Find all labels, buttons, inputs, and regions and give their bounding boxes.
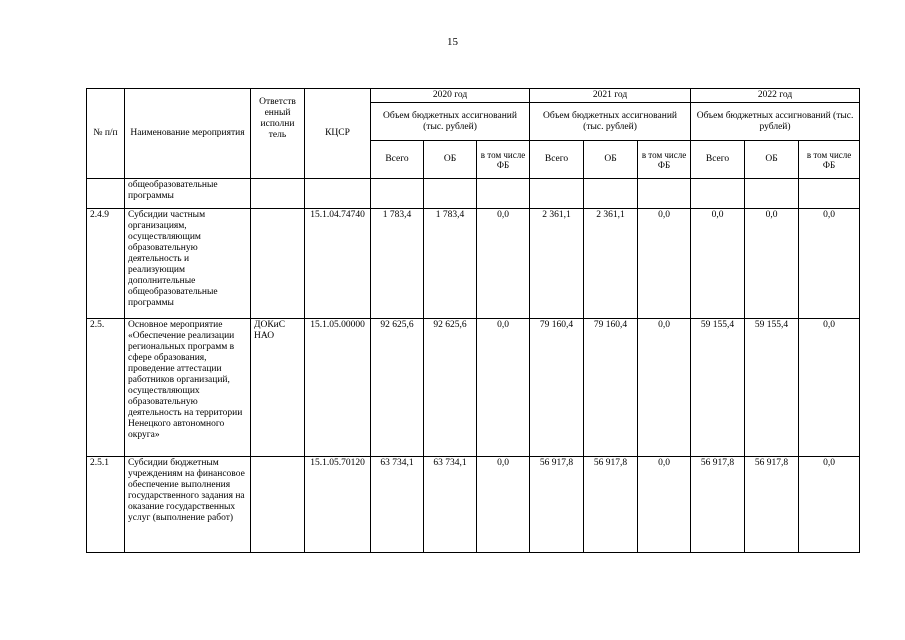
cell-ob-2021: 79 160,4: [584, 319, 638, 457]
cell-fb-2020: 0,0: [477, 319, 530, 457]
header-volume-2020: Объем бюджетных ассигнований (тыс. рублей): [371, 103, 530, 141]
cell-total-2022: [691, 179, 745, 209]
header-total-2021: Всего: [530, 141, 584, 179]
table-row: [87, 319, 860, 457]
header-ob-2020: ОБ: [424, 141, 477, 179]
header-ob-2021: ОБ: [584, 141, 638, 179]
cell-ob-2022: 59 155,4: [745, 319, 799, 457]
cell-fb-2020: [477, 179, 530, 209]
row-resp: [251, 209, 305, 319]
cell-total-2021: 2 361,1: [530, 209, 584, 319]
cell-fb-2022: 0,0: [799, 319, 860, 457]
cell-ob-2021: [584, 179, 638, 209]
cell-ob-2022: [745, 179, 799, 209]
cell-total-2021: 79 160,4: [530, 319, 584, 457]
cell-fb-2022: 0,0: [799, 457, 860, 553]
header-year-2020: 2020 год: [371, 89, 530, 103]
header-volume-2022: Объем бюджетных ассигнований (тыс. рублей): [691, 103, 860, 141]
row-resp: ДОКиС НАО: [251, 319, 305, 457]
header-resp: Ответств енный исполни тель: [251, 89, 305, 179]
cell-fb-2022: 0,0: [799, 209, 860, 319]
header-fb-2020: в том числе ФБ: [477, 141, 530, 179]
row-name: общеобразовательные программы: [125, 179, 251, 209]
cell-ob-2022: 56 917,8: [745, 457, 799, 553]
cell-total-2022: 56 917,8: [691, 457, 745, 553]
row-resp: [251, 457, 305, 553]
cell-fb-2021: 0,0: [638, 319, 691, 457]
header-volume-2021: Объем бюджетных ассигнований (тыс. рублей): [530, 103, 691, 141]
row-name: Субсидии частным организациям, осуществляющим образовательную деятельность и реализующим дополнительные общеобразовательные программы: [125, 209, 251, 319]
header-num: № п/п: [87, 89, 125, 179]
row-resp: [251, 179, 305, 209]
cell-fb-2020: 0,0: [477, 457, 530, 553]
table-row: [87, 457, 860, 553]
row-kcsr: [305, 179, 371, 209]
header-year-2021: 2021 год: [530, 89, 691, 103]
row-name: Субсидии бюджетным учреждениям на финансовое обеспечение выполнения государственного задания на оказание государственных услуг (выполнение работ): [125, 457, 251, 553]
table-header: [87, 89, 860, 179]
row-name: Основное мероприятие «Обеспечение реализации региональных программ в сфере образования, проведение аттестации работников организаций, осуществляющих образовательную деятельность на территории Ненецкого автономного округа»: [125, 319, 251, 457]
header-ob-2022: ОБ: [745, 141, 799, 179]
cell-total-2022: 59 155,4: [691, 319, 745, 457]
row-kcsr: 15.1.05.70120: [305, 457, 371, 553]
page-number: 15: [447, 36, 458, 48]
table-row: [87, 209, 860, 319]
cell-fb-2022: [799, 179, 860, 209]
cell-total-2020: 63 734,1: [371, 457, 424, 553]
cell-total-2020: 92 625,6: [371, 319, 424, 457]
cell-total-2022: 0,0: [691, 209, 745, 319]
cell-fb-2021: [638, 179, 691, 209]
header-year-2022: 2022 год: [691, 89, 860, 103]
row-num: [87, 179, 125, 209]
table-body: [87, 179, 860, 553]
table-row: [87, 179, 860, 209]
row-kcsr: 15.1.04.74740: [305, 209, 371, 319]
header-total-2022: Всего: [691, 141, 745, 179]
cell-ob-2020: 63 734,1: [424, 457, 477, 553]
header-name: Наименование мероприятия: [125, 89, 251, 179]
cell-ob-2020: 1 783,4: [424, 209, 477, 319]
header-total-2020: Всего: [371, 141, 424, 179]
cell-total-2020: 1 783,4: [371, 209, 424, 319]
cell-fb-2021: 0,0: [638, 457, 691, 553]
cell-ob-2021: 2 361,1: [584, 209, 638, 319]
row-num: 2.5.: [87, 319, 125, 457]
header-fb-2021: в том числе ФБ: [638, 141, 691, 179]
cell-ob-2022: 0,0: [745, 209, 799, 319]
row-kcsr: 15.1.05.00000: [305, 319, 371, 457]
header-fb-2022: в том числе ФБ: [799, 141, 860, 179]
cell-total-2021: 56 917,8: [530, 457, 584, 553]
cell-fb-2021: 0,0: [638, 209, 691, 319]
cell-ob-2021: 56 917,8: [584, 457, 638, 553]
header-kcsr: КЦСР: [305, 89, 371, 179]
budget-table: [86, 88, 860, 553]
row-num: 2.5.1: [87, 457, 125, 553]
cell-total-2020: [371, 179, 424, 209]
row-num: 2.4.9: [87, 209, 125, 319]
cell-ob-2020: [424, 179, 477, 209]
cell-fb-2020: 0,0: [477, 209, 530, 319]
cell-ob-2020: 92 625,6: [424, 319, 477, 457]
cell-total-2021: [530, 179, 584, 209]
